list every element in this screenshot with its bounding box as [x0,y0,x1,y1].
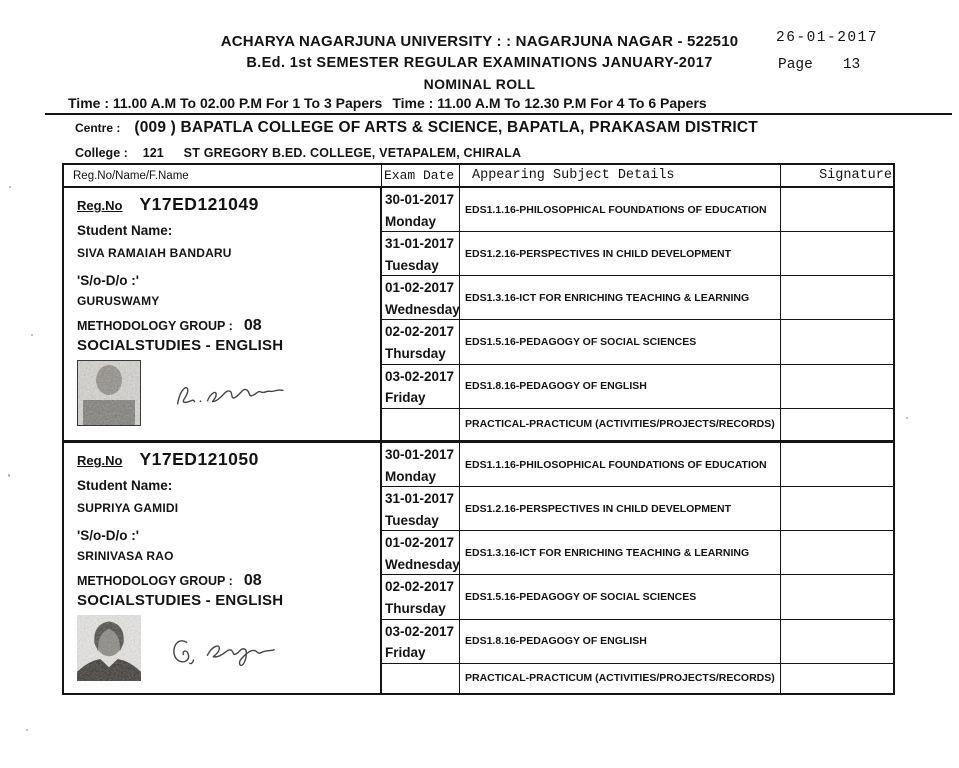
subject-cell: EDS1.2.16-PERSPECTIVES IN CHILD DEVELOPMENT [460,232,781,275]
methodology-subjects: SOCIALSTUDIES - ENGLISH [77,592,284,609]
exam-row [382,320,893,364]
exam-date: 31-01-2017 [385,491,455,507]
exam-time-notes [68,95,707,111]
document-type-title: NOMINAL ROLL [423,76,536,92]
exam-day: Tuesday [385,257,439,273]
scan-speck [31,334,33,336]
exam-row [382,276,893,320]
nominal-roll-table [62,163,895,695]
table-header-row [64,165,893,188]
exam-date-cell [382,188,460,231]
exam-date-cell [382,232,460,275]
exam-row [382,232,893,276]
page-label: Page [778,57,813,73]
regno-label: Reg.No [77,198,123,213]
father-name-value: SRINIVASA RAO [77,549,174,563]
exam-date-cell [382,487,460,530]
column-header-exam-date: Exam Date [382,165,460,186]
signature-handwriting [167,374,297,412]
methodology-label: METHODOLOGY GROUP : [77,574,233,588]
centre-value: (009 ) BAPATLA COLLEGE OF ARTS & SCIENCE, BAPATLA, PRAKASAM DISTRICT [134,119,758,136]
exam-row [382,487,893,531]
centre-row [75,119,758,137]
page-number: 13 [842,57,861,73]
father-name-value: GURUSWAMY [77,294,160,308]
photo-signature-row [77,615,376,681]
subject-cell: EDS1.3.16-ICT FOR ENRICHING TEACHING & LEARNING [460,531,781,574]
signature-cell [781,276,893,319]
subject-cell: EDS1.2.16-PERSPECTIVES IN CHILD DEVELOPMENT [460,487,781,530]
exam-date: 03-02-2017 [385,623,455,639]
column-header-regno: Reg.No/Name/F.Name [64,165,382,186]
subject-cell: EDS1.1.16-PHILOSOPHICAL FOUNDATIONS OF EDUCATION [460,188,781,231]
exam-day: Friday [385,390,426,406]
exam-date: 30-01-2017 [385,447,455,462]
exam-date: 03-02-2017 [385,368,455,384]
college-label: College : [75,146,128,160]
exam-rows [382,443,893,693]
scan-speck [26,729,28,731]
scan-speck [906,417,908,419]
student-record [64,188,893,443]
student-info-cell [64,443,382,693]
college-code: 121 [142,146,164,160]
exam-row [382,188,893,232]
scan-date: 26-01-2017 [776,30,879,46]
scan-speck [9,186,11,188]
college-name: ST GREGORY B.ED. COLLEGE, VETAPALEM, CHIRALA [183,146,522,160]
exam-date: 01-02-2017 [385,535,455,551]
exam-session-title: B.Ed. 1st SEMESTER REGULAR EXAMINATIONS JANUARY-2017 [246,55,713,71]
exam-row [382,575,893,619]
subject-cell: EDS1.5.16-PEDAGOGY OF SOCIAL SCIENCES [460,320,781,363]
exam-day: Monday [385,468,437,484]
exam-row [382,620,893,664]
methodology-group-number: 08 [243,572,262,589]
signature-cell [781,409,893,440]
methodology-group-number: 08 [243,317,262,334]
exam-time-note-2: Time : 11.00 A.M To 12.30 P.M For 4 To 6 Papers [392,95,707,111]
signature-cell [781,620,893,663]
exam-day: Monday [385,213,437,229]
methodology-line [77,572,376,590]
student-name-label: Student Name: [77,223,173,238]
exam-row [382,365,893,409]
subject-cell: EDS1.5.16-PEDAGOGY OF SOCIAL SCIENCES [460,575,781,618]
student-record [64,443,893,693]
signature-cell [781,531,893,574]
signature-handwriting [167,628,297,668]
student-name-label: Student Name: [77,478,173,493]
signature-cell [781,188,893,231]
exam-day: Thursday [385,600,446,616]
exam-row-practical [382,664,893,693]
university-title: ACHARYA NAGARJUNA UNIVERSITY : : NAGARJUNA NAGAR - 522510 [220,33,739,50]
signature-cell [781,320,893,363]
exam-row [382,443,893,487]
signature-cell [781,365,893,408]
exam-date-cell [382,531,460,574]
exam-date-cell [382,409,460,440]
signature-cell [781,232,893,275]
subject-cell: EDS1.8.16-PEDAGOGY OF ENGLISH [460,620,781,663]
signature-cell [781,575,893,618]
exam-date-cell [382,575,460,618]
exam-date: 02-02-2017 [385,579,455,595]
exam-date-cell [382,276,460,319]
column-header-subject: Appearing Subject Details [460,165,781,186]
exam-date: 31-01-2017 [385,236,455,252]
exam-time-note-1: Time : 11.00 A.M To 02.00 P.M For 1 To 3 Papers [68,95,383,111]
exam-date-cell [382,620,460,663]
photo-signature-row [77,360,376,426]
subject-cell: PRACTICAL-PRACTICUM (ACTIVITIES/PROJECTS/RECORDS) [460,409,781,440]
student-photo [77,360,141,426]
parent-label: 'S/o-D/o :' [77,273,139,288]
page-indicator [778,57,860,73]
column-header-signature: Signature [819,168,892,183]
student-info-cell [64,188,382,440]
registration-number: Y17ED121050 [139,449,259,469]
exam-day: Thursday [385,345,446,361]
scan-speck [8,474,10,477]
college-row [75,146,521,160]
signature-cell [781,443,893,486]
exam-date-cell [382,443,460,486]
exam-row [382,531,893,575]
signature-cell [781,664,893,693]
centre-label: Centre : [75,121,121,135]
registration-line [77,194,376,215]
horizontal-rule [45,113,952,115]
methodology-subjects: SOCIALSTUDIES - ENGLISH [77,337,284,354]
subject-cell: EDS1.8.16-PEDAGOGY OF ENGLISH [460,365,781,408]
student-photo [77,615,141,681]
exam-date-cell [382,320,460,363]
exam-day: Wednesday [385,301,460,317]
student-name-value: SUPRIYA GAMIDI [77,501,179,515]
registration-number: Y17ED121049 [139,194,259,214]
exam-date-cell [382,664,460,693]
exam-date: 02-02-2017 [385,324,455,340]
signature-cell [781,487,893,530]
exam-day: Friday [385,645,426,661]
subject-cell: EDS1.3.16-ICT FOR ENRICHING TEACHING & LEARNING [460,276,781,319]
exam-rows [382,188,893,440]
exam-date: 30-01-2017 [385,192,455,207]
exam-day: Tuesday [385,512,439,528]
subject-cell: PRACTICAL-PRACTICUM (ACTIVITIES/PROJECTS/RECORDS) [460,664,781,693]
methodology-label: METHODOLOGY GROUP : [77,319,233,333]
exam-date-cell [382,365,460,408]
regno-label: Reg.No [77,453,123,468]
subject-cell: EDS1.1.16-PHILOSOPHICAL FOUNDATIONS OF EDUCATION [460,443,781,486]
registration-line [77,449,376,470]
parent-label: 'S/o-D/o :' [77,528,139,543]
student-name-value: SIVA RAMAIAH BANDARU [77,246,232,260]
exam-day: Wednesday [385,556,460,572]
exam-date: 01-02-2017 [385,280,455,296]
exam-row-practical [382,409,893,440]
methodology-line [77,317,376,335]
